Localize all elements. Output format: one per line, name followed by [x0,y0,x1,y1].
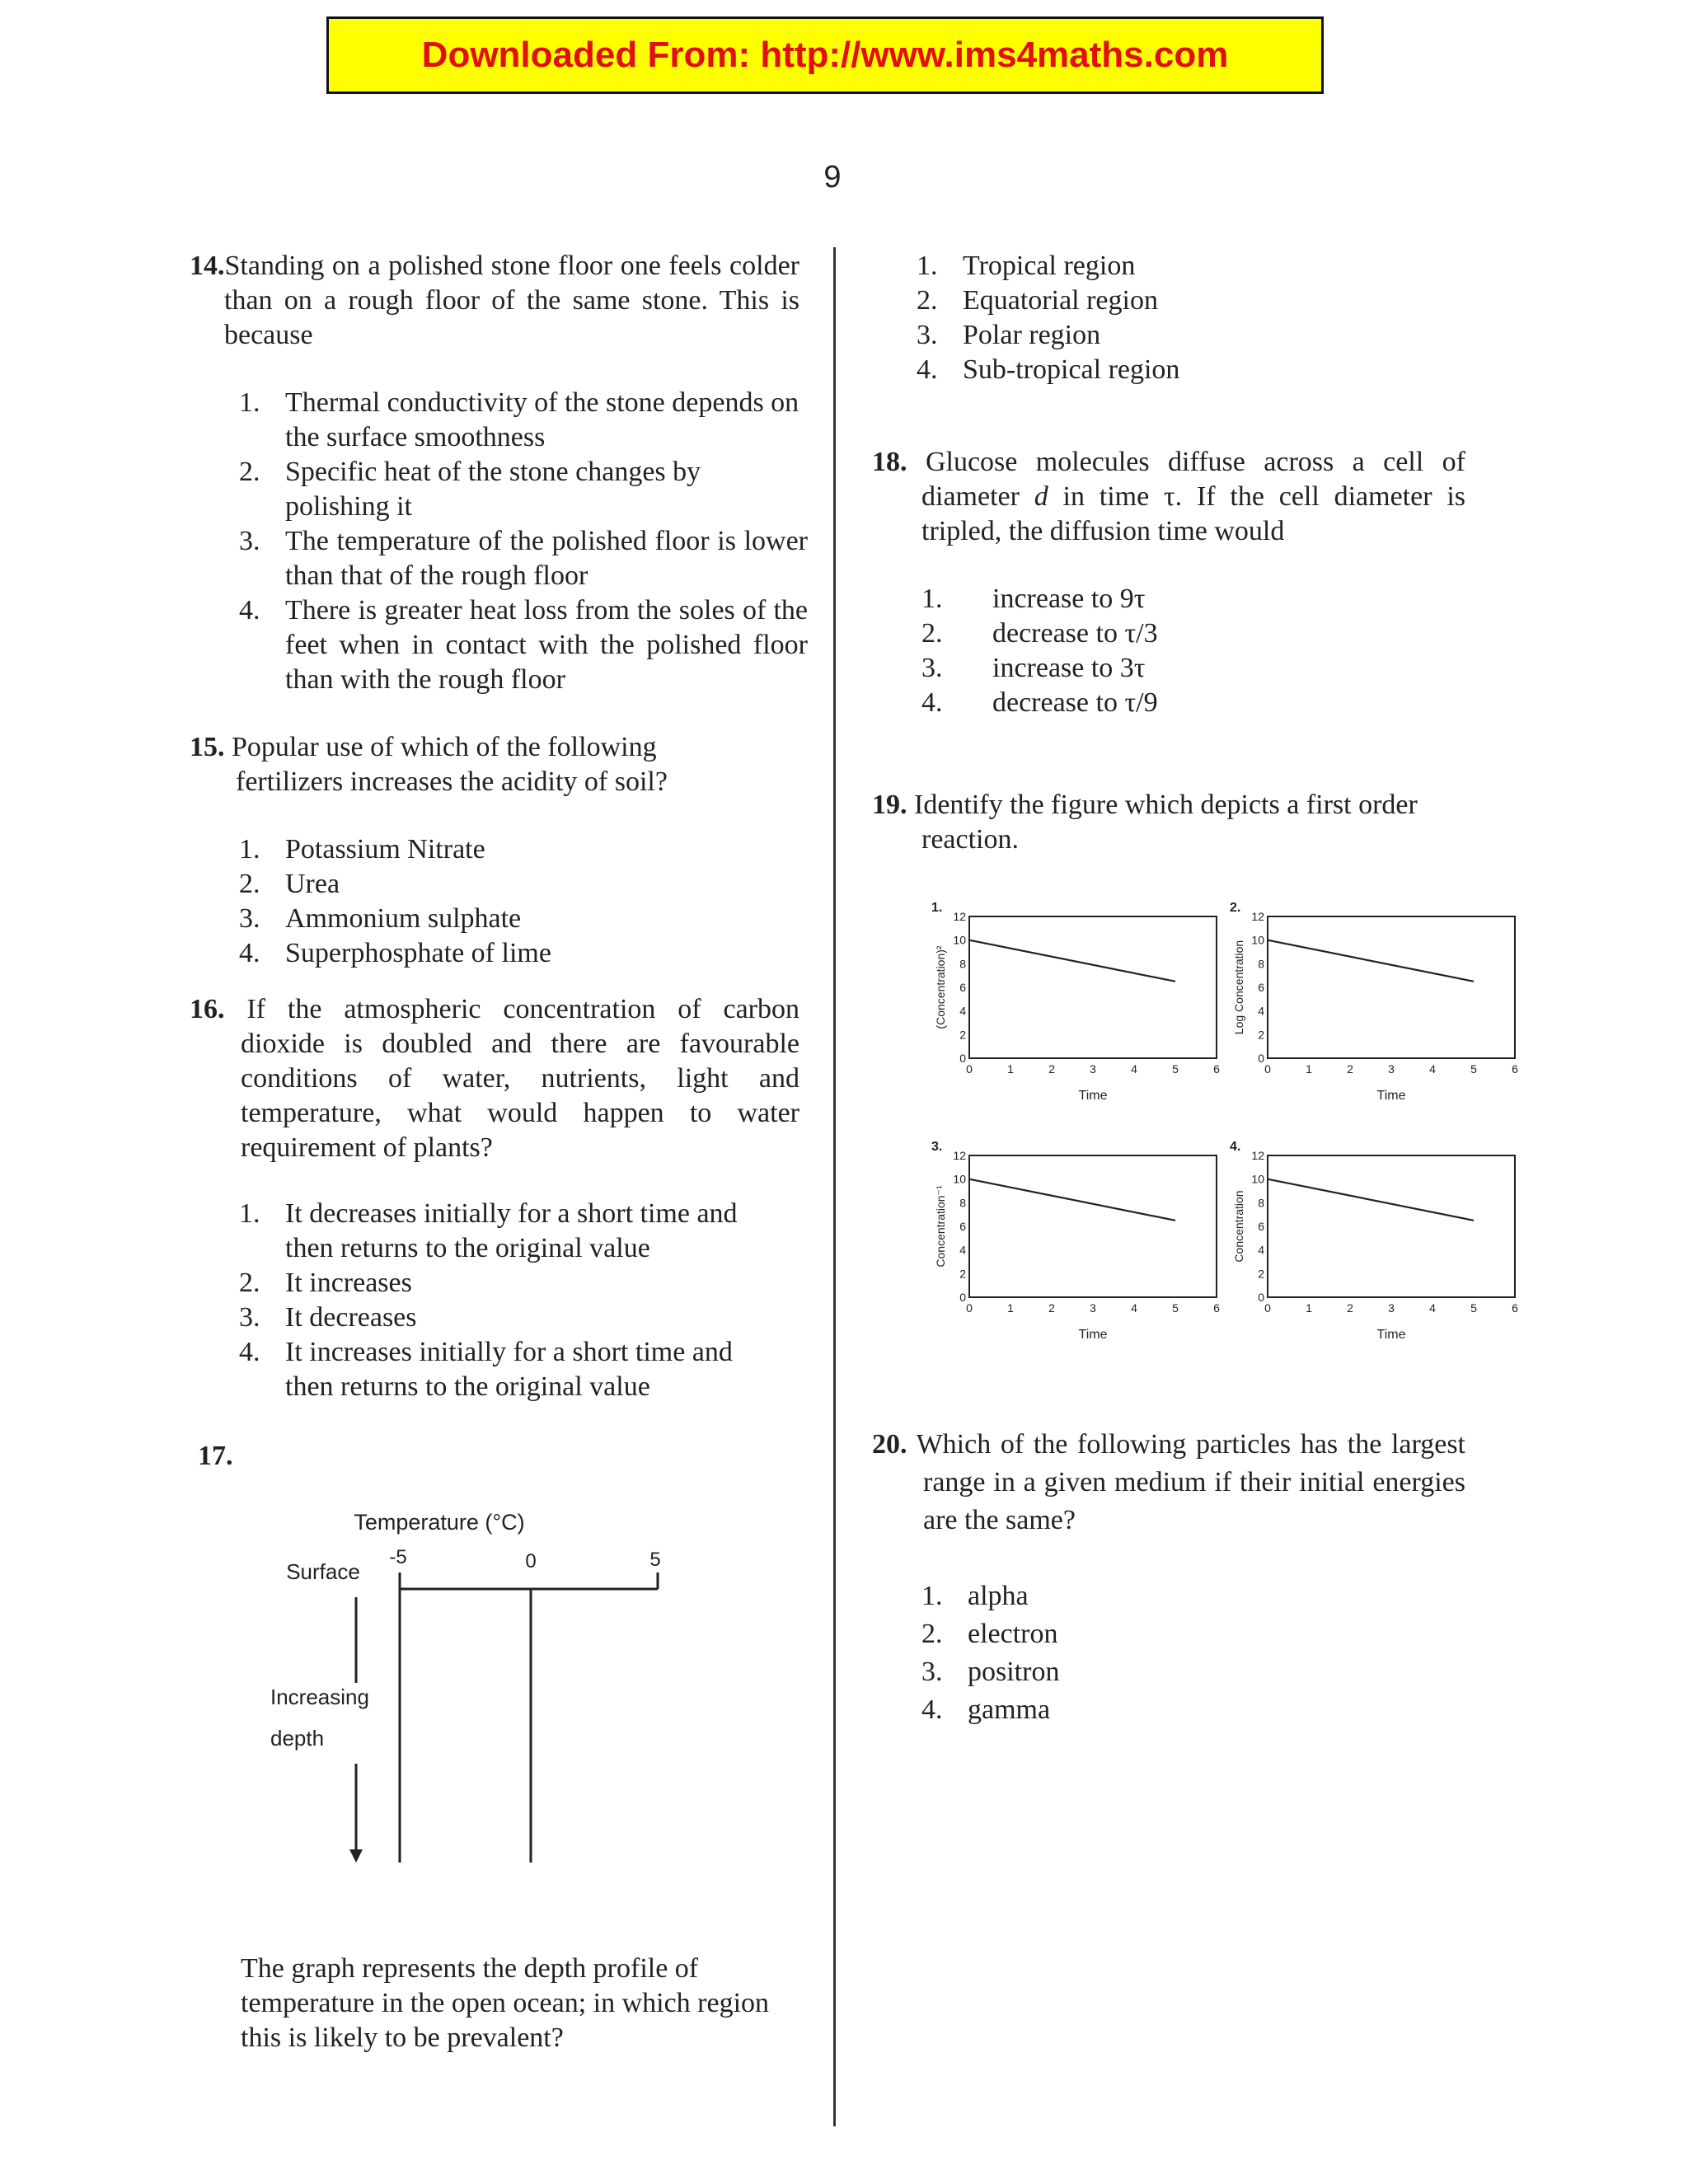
chart-3-y-tick-label: 10 [953,1172,966,1186]
q16-option-1-number: 1. [239,1198,260,1229]
chart-1-y-tick-label: 8 [959,957,966,971]
question-16-text: If the atmospheric concentration of carbon dioxide is doubled and there are favourable conditions of water, nutrients, light and temperature, what would happen to water requirement of plants? [241,994,800,1163]
chart-3-x-tick-label: 6 [1213,1301,1220,1315]
chart-3-x-tick-label: 1 [1007,1301,1014,1315]
chart-3-series-line [969,1179,1175,1221]
chart-1-y-tick-label: 2 [959,1028,966,1042]
q14-option-4[interactable] [239,593,808,697]
chart-1-x-tick-label: 6 [1213,1062,1220,1076]
q20-option-3-text: positron [968,1657,1060,1687]
chart-4-x-tick-label: 4 [1429,1301,1436,1315]
q20-option-2-number: 2. [921,1619,943,1649]
q15-option-2[interactable] [239,867,767,902]
chart-1-x-tick-label: 4 [1131,1062,1137,1076]
depth-arrow-head [349,1849,363,1863]
increasing-depth-label-1: Increasing [270,1685,369,1709]
question-16-options [239,1197,767,1404]
q16-option-3-number: 3. [239,1302,260,1333]
surface-label: Surface [286,1559,360,1584]
chart-2-y-tick-label: 4 [1258,1004,1264,1018]
chart-4-y-tick-label: 0 [1258,1291,1264,1304]
chart-3-svg [930,1137,1235,1360]
chart-4-x-tick-label: 3 [1388,1301,1395,1315]
chart-1-y-tick-label: 0 [959,1052,966,1065]
q17-option-3-number: 3. [917,320,938,350]
question-19-number: 19. [872,790,907,820]
q17-option-1-number: 1. [917,251,938,281]
q15-option-3[interactable] [239,902,767,936]
chart-2-svg [1228,898,1533,1121]
first-order-chart-panel-1 [930,898,1235,1121]
q14-option-1-number: 1. [239,387,260,418]
chart-3-y-tick-label: 12 [953,1149,966,1162]
chart-1-x-tick-label: 0 [966,1062,973,1076]
q16-option-1[interactable] [239,1197,767,1266]
q16-option-2-number: 2. [239,1268,260,1298]
q15-option-2-number: 2. [239,869,260,899]
chart-3-panel-number: 3. [931,1140,943,1154]
chart-4-y-tick-label: 6 [1258,1220,1264,1233]
question-20-stem [872,1426,1465,1540]
question-17-text: The graph represents the depth profile of temperature in the open ocean; in which region this is likely to be prevalent? [241,1953,770,2053]
chart-3-y-tick-label: 8 [959,1196,966,1210]
first-order-chart-panel-4 [1228,1137,1533,1360]
chart-4-y-tick-label: 12 [1251,1149,1264,1162]
chart-3-y-tick-label: 6 [959,1220,966,1233]
question-14-stem [190,249,799,353]
question-17-number-block [198,1439,233,1474]
q16-option-3-text: It decreases [285,1302,417,1333]
question-19-text: Identify the figure which depicts a first order reaction. [914,790,1418,855]
chart-2-series-line [1268,940,1474,982]
q18-option-2-number: 2. [921,618,943,649]
chart-1-x-tick-label: 5 [1172,1062,1179,1076]
chart-2-x-tick-label: 5 [1470,1062,1477,1076]
q17-option-1-text: Tropical region [963,251,1136,281]
question-18-number: 18. [872,447,907,477]
chart-4-x-tick-label: 0 [1264,1301,1271,1315]
question-16-stem [190,992,799,1165]
chart-2-panel-number: 2. [1230,901,1241,915]
chart-1-x-axis-label: Time [1078,1089,1108,1103]
first-order-chart-panel-2 [1228,898,1533,1121]
q20-option-4[interactable] [921,1691,1449,1729]
question-18-stem [872,445,1465,549]
question-16 [190,992,799,1165]
q14-option-4-text: There is greater heat loss from the soles of the feet when in contact with the polished floor than with the rough floor [285,595,808,695]
question-15-text: Popular use of which of the following fertilizers increases the acidity of soil? [232,732,668,797]
q14-option-4-number: 4. [239,595,260,626]
chart-2-y-tick-label: 2 [1258,1028,1264,1042]
q20-option-3-number: 3. [921,1657,943,1687]
chart-2-y-tick-label: 10 [1251,933,1264,947]
chart-2-y-tick-label: 6 [1258,981,1264,994]
question-15-stem [190,730,717,799]
chart-4-x-tick-label: 2 [1347,1301,1353,1315]
q14-option-2[interactable] [239,455,808,524]
question-20 [872,1426,1465,1540]
question-14-text: Standing on a polished stone floor one feels colder than on a rough floor of the same stone. This is because [224,251,799,350]
chart-3-x-axis-label: Time [1078,1328,1108,1342]
q20-option-2[interactable] [921,1615,1449,1653]
q17-option-1[interactable] [917,249,1543,284]
chart-3-y-axis-label: Concentration⁻¹ [934,1185,947,1268]
q20-option-3[interactable] [921,1653,1449,1691]
chart-4-panel-number: 4. [1230,1140,1241,1154]
q15-option-1-number: 1. [239,834,260,865]
q15-option-3-number: 3. [239,903,260,934]
chart-1-x-tick-label: 1 [1007,1062,1014,1076]
chart-4-x-tick-label: 1 [1306,1301,1312,1315]
q18-option-4-number: 4. [921,687,943,718]
q17-option-2-number: 2. [917,285,938,316]
question-15-number: 15. [190,732,225,762]
q18-option-1-number: 1. [921,583,943,614]
q20-option-4-number: 4. [921,1694,943,1725]
q14-option-2-text: Specific heat of the stone changes by polishing it [285,457,701,522]
q15-option-4-number: 4. [239,938,260,968]
question-14-options [239,386,808,697]
q18-option-1-text: increase to 9τ [992,583,1146,614]
q16-option-2[interactable] [239,1266,767,1301]
q17-option-2[interactable] [917,284,1543,318]
q15-option-2-text: Urea [285,869,340,899]
q15-option-4-text: Superphosphate of lime [285,938,551,968]
chart-1-x-tick-label: 3 [1090,1062,1096,1076]
chart-4-svg [1228,1137,1533,1360]
q17-option-4-text: Sub-tropical region [963,354,1180,385]
chart-1-series-line [969,940,1175,982]
question-15-options [239,832,767,971]
chart-2-y-tick-label: 0 [1258,1052,1264,1065]
q18-option-2-text: decrease to τ/3 [992,618,1158,649]
chart-4-y-axis-label: Concentration [1232,1190,1245,1263]
temperature-tick-5: 5 [649,1549,661,1571]
q18-option-3[interactable] [921,651,1449,686]
q16-option-4-number: 4. [239,1337,260,1367]
question-17 [241,1952,809,2055]
chart-1-y-tick-label: 6 [959,981,966,994]
question-20-number: 20. [872,1429,907,1460]
q14-option-2-number: 2. [239,457,260,487]
q16-option-3[interactable] [239,1301,767,1335]
q15-option-1-text: Potassium Nitrate [285,834,485,865]
chart-2-x-tick-label: 1 [1306,1062,1312,1076]
q17-option-3[interactable] [917,318,1543,353]
q14-option-3-text: The temperature of the polished floor is lower than that of the rough floor [285,526,808,591]
q14-option-3[interactable] [239,524,808,593]
question-15 [190,730,717,799]
q18-option-4-text: decrease to τ/9 [992,687,1158,718]
question-19-stem [872,788,1474,857]
q16-option-1-text: It decreases initially for a short time and then returns to the original value [285,1198,738,1263]
page-number: 9 [823,160,842,194]
chart-4-y-tick-label: 2 [1258,1267,1264,1281]
temperature-axis-title: Temperature (°C) [354,1510,525,1535]
q20-option-1-number: 1. [921,1581,943,1611]
chart-4-y-tick-label: 8 [1258,1196,1264,1210]
q18-option-4[interactable] [921,686,1449,720]
chart-3-x-tick-label: 4 [1131,1301,1137,1315]
chart-1-plot-frame [969,916,1217,1058]
question-20-options [921,1577,1449,1729]
chart-2-x-tick-label: 6 [1512,1062,1518,1076]
q14-option-1-text: Thermal conductivity of the stone depends on the surface smoothness [285,387,799,452]
question-18-text-mid: in time τ. If the cell diameter is tripled, the diffusion time would [921,481,1466,546]
chart-3-x-tick-label: 0 [966,1301,973,1315]
chart-3-plot-frame [969,1155,1217,1297]
question-16-number: 16. [190,994,225,1024]
chart-4-x-tick-label: 5 [1470,1301,1477,1315]
chart-2-x-tick-label: 4 [1429,1062,1436,1076]
q20-option-2-text: electron [968,1619,1058,1649]
q14-option-3-number: 3. [239,526,260,556]
ocean-temperature-depth-profile [247,1500,709,1896]
chart-2-x-tick-label: 0 [1264,1062,1271,1076]
chart-4-y-tick-label: 10 [1251,1172,1264,1186]
q14-option-1[interactable] [239,386,808,455]
q20-option-1-text: alpha [968,1581,1029,1611]
question-20-text: Which of the following particles has the largest range in a given medium if their initial energies are the same? [916,1429,1465,1535]
chart-1-y-tick-label: 12 [953,910,966,923]
chart-2-y-tick-label: 8 [1258,957,1264,971]
chart-2-x-axis-label: Time [1376,1089,1406,1103]
chart-1-y-axis-label: (Concentration)² [934,945,947,1029]
download-banner: Downloaded From: http://www.ims4maths.com [326,16,1324,94]
chart-4-x-tick-label: 6 [1512,1301,1518,1315]
temperature-tick-minus5: -5 [389,1546,407,1568]
chart-1-panel-number: 1. [931,901,943,915]
chart-2-y-tick-label: 12 [1251,910,1264,923]
chart-3-x-tick-label: 5 [1172,1301,1179,1315]
q17-option-2-text: Equatorial region [963,285,1158,316]
chart-4-plot-frame [1268,1155,1515,1297]
chart-4-y-tick-label: 4 [1258,1243,1264,1257]
q18-option-3-number: 3. [921,653,943,683]
question-14-number: 14. [190,251,225,281]
chart-1-y-tick-label: 10 [953,933,966,947]
q17-option-4-number: 4. [917,354,938,385]
q18-option-1[interactable] [921,582,1449,616]
chart-3-x-tick-label: 2 [1048,1301,1055,1315]
column-divider [833,247,836,2126]
q15-option-1[interactable] [239,832,767,867]
q18-option-3-text: increase to 3τ [992,653,1146,683]
chart-3-y-tick-label: 0 [959,1291,966,1304]
question-17-options [917,249,1543,387]
question-14 [190,249,799,353]
q17-option-3-text: Polar region [963,320,1101,350]
q15-option-3-text: Ammonium sulphate [285,903,522,934]
chart-4-x-axis-label: Time [1376,1328,1406,1342]
first-order-chart-panel-3 [930,1137,1235,1360]
q15-option-4[interactable] [239,936,767,971]
question-17-number: 17. [198,1441,233,1471]
chart-1-x-tick-label: 2 [1048,1062,1055,1076]
question-18-diameter-symbol: d [1034,481,1048,512]
q18-option-2[interactable] [921,616,1449,651]
chart-2-y-axis-label: Log Concentration [1232,940,1245,1035]
q20-option-4-text: gamma [968,1694,1051,1725]
question-18-options [921,582,1449,720]
chart-2-plot-frame [1268,916,1515,1058]
temperature-tick-0: 0 [525,1550,537,1572]
question-19 [872,788,1474,857]
chart-3-x-tick-label: 3 [1090,1301,1096,1315]
chart-3-y-tick-label: 2 [959,1267,966,1281]
question-18-text-before: Glucose molecules diffuse across a cell of diameter [921,447,1466,512]
chart-1-svg [930,898,1235,1121]
chart-3-y-tick-label: 4 [959,1243,966,1257]
q20-option-1[interactable] [921,1577,1449,1615]
chart-1-y-tick-label: 4 [959,1004,966,1018]
q16-option-2-text: It increases [285,1268,412,1298]
q16-option-4-text: It increases initially for a short time and then returns to the original value [285,1337,733,1402]
q16-option-4[interactable] [239,1335,767,1404]
chart-2-x-tick-label: 3 [1388,1062,1395,1076]
q17-option-4[interactable] [917,353,1543,387]
increasing-depth-label-2: depth [270,1726,325,1750]
question-18 [872,445,1465,549]
chart-2-x-tick-label: 2 [1347,1062,1353,1076]
chart-4-series-line [1268,1179,1474,1221]
